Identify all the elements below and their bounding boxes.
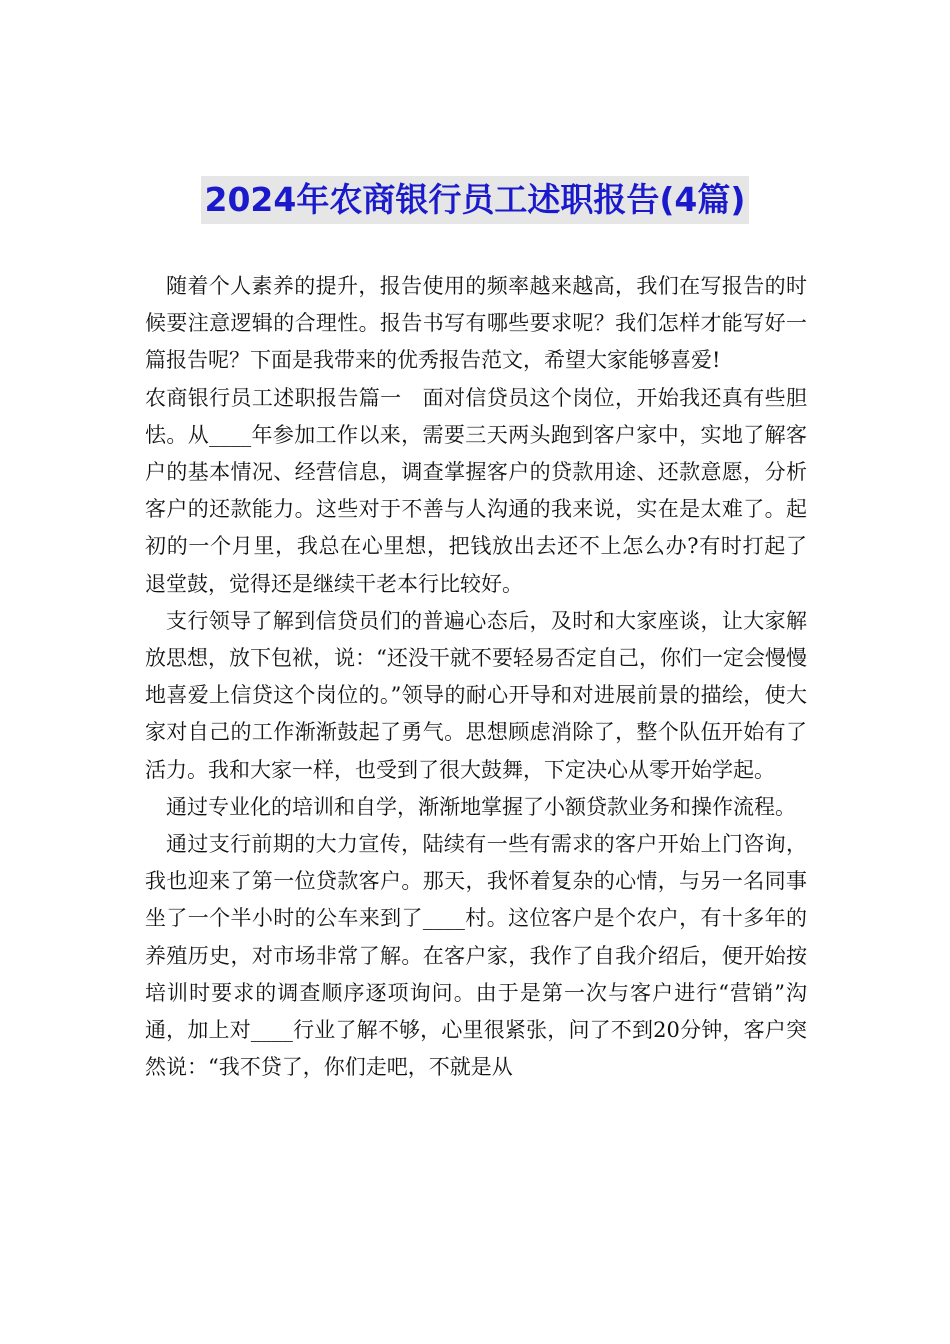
document-title: 2024年农商银行员工述职报告(4篇): [201, 176, 750, 224]
section-heading: 农商银行员工述职报告篇一: [145, 385, 402, 410]
section-one-paragraph: [145, 380, 807, 603]
body-paragraph: 通过专业化的培训和自学，渐渐地掌握了小额贷款业务和操作流程。: [166, 794, 796, 819]
intro-paragraph: 随着个人素养的提升，报告使用的频率越来越高，我们在写报告的时候要注意逻辑的合理性。报告书写有哪些要求呢？我们怎样才能写好一篇报告呢？下面是我带来的优秀报告范文，希望大家能够喜爱!: [145, 274, 807, 373]
body-paragraph: 支行领导了解到信贷员们的普遍心态后，及时和大家座谈，让大家解放思想，放下包袱，说：“还没干就不要轻易否定自己，你们一定会慢慢地喜爱上信贷这个岗位的。”领导的耐心开导和对进展前景的描绘，使大家对自己的工作渐渐鼓起了勇气。思想顾虑消除了，整个队伍开始有了活力。我和大家一样，也受到了很大鼓舞，下定决心从零开始学起。: [145, 608, 807, 782]
body-paragraph: 通过支行前期的大力宣传，陆续有一些有需求的客户开始上门咨询，我也迎来了第一位贷款客户。那天，我怀着复杂的心情，与另一名同事坐了一个半小时的公车来到了____村。这位客户是个农户，有十多年的养殖历史，对市场非常了解。在客户家，我作了自我介绍后，便开始按培训时要求的调查顺序逐项询问。由于是第一次与客户进行“营销”沟通，加上对____行业了解不够，心里很紧张，问了不到20分钟，客户突然说：“我不贷了，你们走吧，不就是从: [145, 832, 807, 1080]
title-container: [0, 176, 950, 224]
section-one-text: 面对信贷员这个岗位，开始我还真有些胆怯。从____年参加工作以来，需要三天两头跑到客户家中，实地了解客户的基本情况、经营信息，调查掌握客户的贷款用途、还款意愿，分析客户的还款能力。这些对于不善与人沟通的我来说，实在是太难了。起初的一个月里，我总在心里想，把钱放出去还不上怎么办?有时打起了退堂鼓，觉得还是继续干老本行比较好。: [145, 385, 808, 596]
document-body: [145, 268, 807, 1086]
